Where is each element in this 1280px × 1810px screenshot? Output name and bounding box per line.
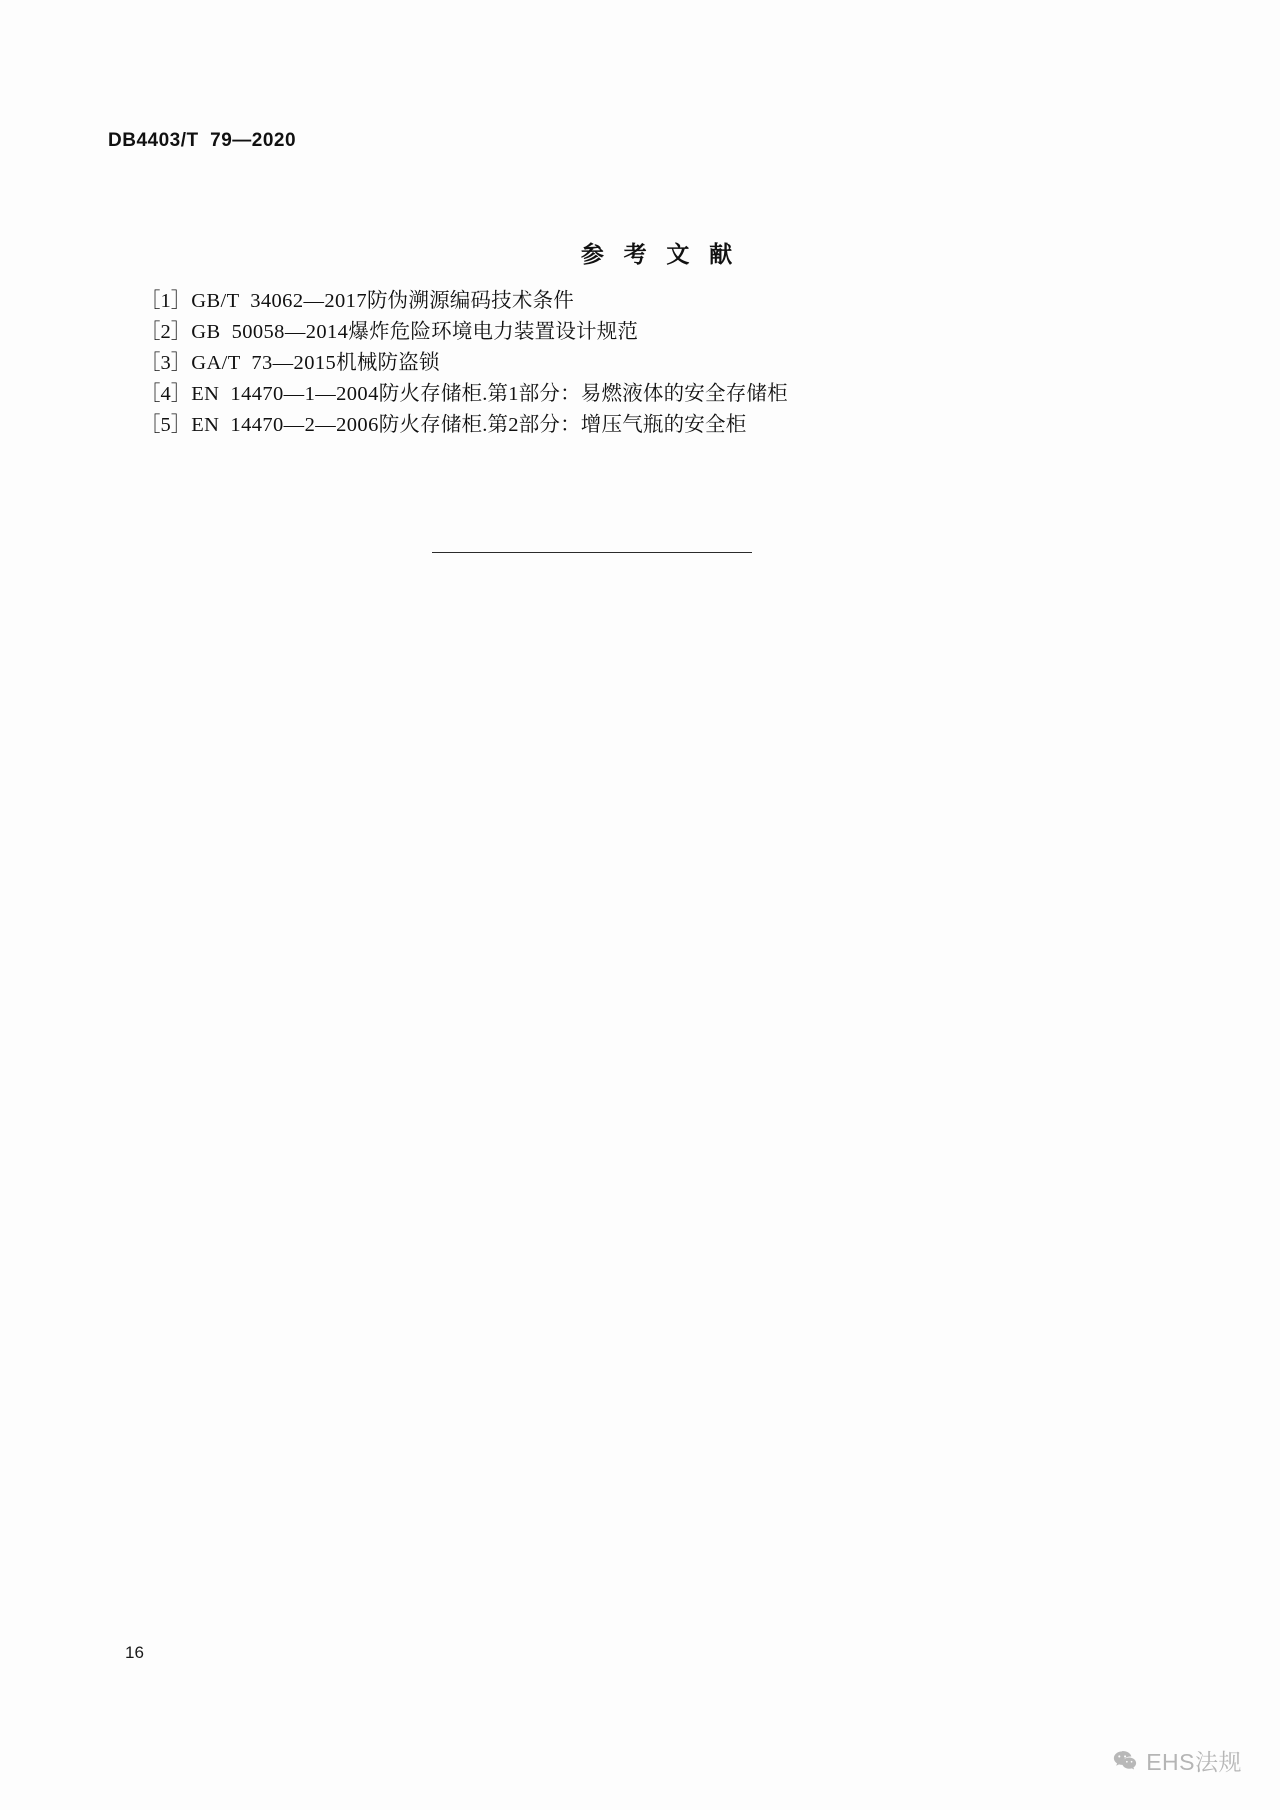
- reference-marker: ［4］: [140, 383, 192, 405]
- reference-code: GA/T 73—2015: [191, 352, 337, 374]
- wechat-icon: [1112, 1748, 1138, 1774]
- reference-marker: ［5］: [140, 414, 192, 436]
- watermark-label: EHS法规: [1146, 1749, 1242, 1775]
- reference-title: 防火存储柜.第2部分：增压气瓶的安全柜: [378, 414, 747, 436]
- page-title: [0, 236, 1280, 269]
- list-item: [140, 317, 1140, 348]
- section-title-text: 参 考 文 献: [580, 242, 740, 267]
- reference-code: GB 50058—2014: [191, 321, 349, 343]
- reference-marker: ［3］: [140, 352, 192, 374]
- list-item: [140, 348, 1140, 379]
- watermark: [1112, 1744, 1242, 1777]
- reference-title: 爆炸危险环境电力装置设计规范: [348, 321, 639, 343]
- reference-list: [140, 286, 1140, 441]
- reference-code: EN 14470—1—2004: [191, 383, 379, 405]
- list-item: [140, 286, 1140, 317]
- list-item: [140, 379, 1140, 410]
- reference-title: 防伪溯源编码技术条件: [366, 290, 574, 312]
- reference-marker: ［1］: [140, 290, 192, 312]
- reference-code: GB/T 34062—2017: [191, 290, 367, 312]
- reference-code: EN 14470—2—2006: [191, 414, 379, 436]
- page-number: 16: [125, 1643, 144, 1662]
- running-header-standard-number: DB4403/T 79—2020: [108, 130, 297, 151]
- reference-title: 机械防盗锁: [336, 352, 440, 374]
- list-item: [140, 410, 1140, 441]
- reference-marker: ［2］: [140, 321, 192, 343]
- reference-title: 防火存储柜.第1部分：易燃液体的安全存储柜: [378, 383, 788, 405]
- section-end-divider: [432, 552, 752, 553]
